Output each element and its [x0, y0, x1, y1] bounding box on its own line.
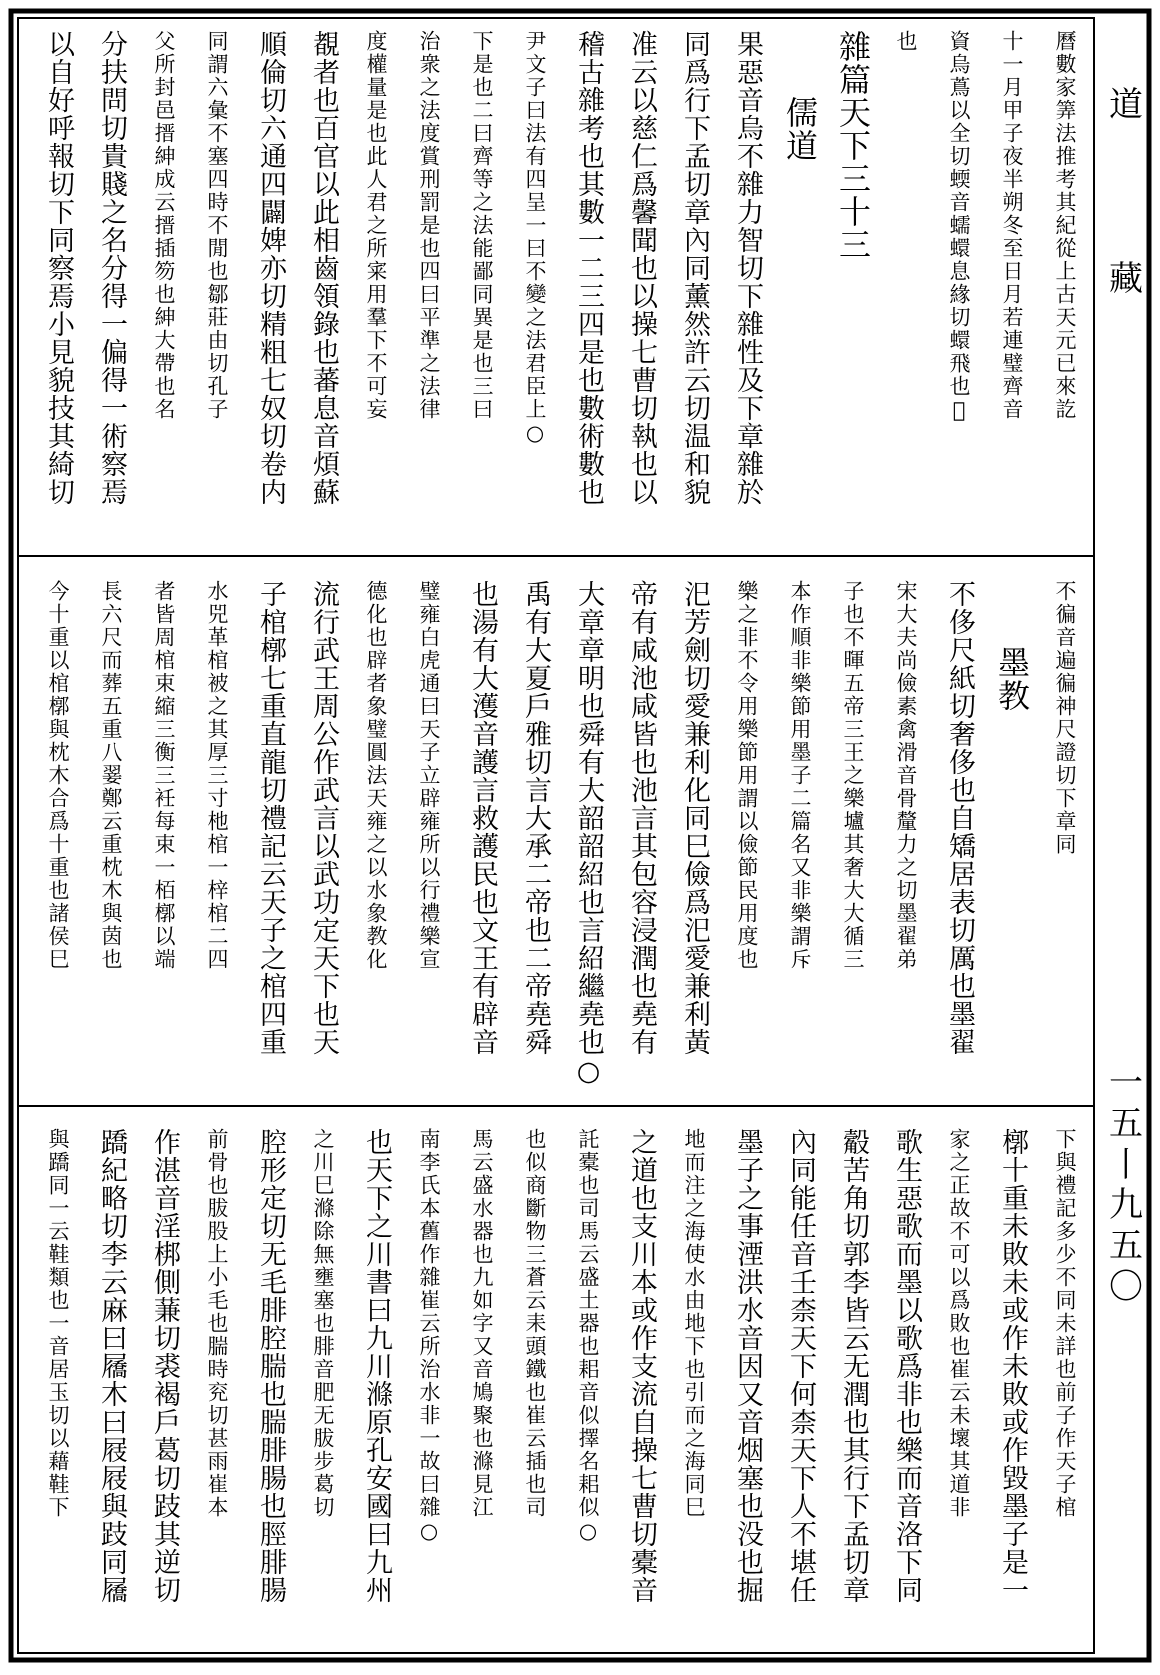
text-column: 也 — [894, 30, 918, 53]
text-column: 歌生惡歌而墨以歌爲非也樂而音洛下同 — [891, 1128, 922, 1604]
page-frame — [8, 8, 1152, 1663]
text-column: 也天下之川書曰九川滌原孔安國曰九州 — [361, 1128, 392, 1604]
margin-title-char: 藏 — [1109, 259, 1143, 299]
text-column: 十一月甲子夜半朔冬至日月若連璧齊音 — [1000, 30, 1024, 421]
text-column: 下是也二曰齊等之法能鄙同異是也三曰 — [470, 30, 494, 421]
section-heading: 儒道 — [781, 30, 819, 162]
text-column: 也似商斷物三蒼云耒頭鐵也崔云插也司 — [523, 1128, 547, 1519]
text-column: 地而注之海使水由地下也引而之海同巳 — [682, 1128, 706, 1519]
text-column: 家之正故不可以爲敗也崔云未壞其道非 — [947, 1128, 971, 1519]
section-heading: 雜篇天下三十三 — [834, 30, 872, 261]
margin-title-char: 道 — [1109, 85, 1143, 125]
margin-title-gap — [1106, 122, 1146, 262]
text-column: 德化也辟者象璧圓法天雍之以水象教化 — [364, 580, 388, 971]
text-column: 順倫切六通四闢婢亦切精粗七奴切卷内 — [255, 30, 286, 506]
text-panel-top — [22, 24, 1086, 554]
page-number-char: 丨 — [1109, 1144, 1143, 1185]
text-column: 治衆之法度賞刑罰是也四曰平準之法律 — [417, 30, 441, 421]
text-column: 前骨也胈股上小毛也腨時兖切甚雨崔本 — [205, 1128, 229, 1519]
text-column: 本作順非樂節用墨子二篇名又非樂謂斥 — [788, 580, 812, 971]
section-heading: 墨教 — [993, 580, 1031, 712]
text-column: 曆數家筭法推考其紀從上古天元已來訖 — [1053, 30, 1077, 421]
text-column: 腔形定切无毛腓腔腨也腨腓腸也脛腓腸 — [255, 1128, 286, 1604]
text-column: 流行武王周公作武言以武功定天下也天 — [308, 580, 339, 1056]
page-number — [1106, 1063, 1146, 1308]
text-column: 同謂六𢑥不塞四時不閒也鄒莊由切孔子 — [205, 30, 229, 421]
text-column: 內同能任音壬柰天下何柰天下人不堪任 — [785, 1128, 816, 1604]
text-column: 大章章明也舜有大韶韶紹也言紹繼堯也○ — [573, 580, 604, 1088]
page-number-char: 〇 — [1109, 1266, 1143, 1307]
text-column: 下與禮記多少不同未詳也前子作天子棺 — [1053, 1128, 1077, 1519]
text-column: 父所封邑搢紳成云搢插笏也紳大帶也名 — [152, 30, 176, 421]
text-panel-middle — [22, 574, 1086, 1102]
text-column: 禹有大夏戶雅切言大承二帝也二帝堯舜 — [520, 580, 551, 1056]
text-column: 資烏蔦以全切蝡音蠕蠉息緣切蠉飛也𧔧 — [947, 30, 971, 424]
text-column: 託橐也司馬云盛土器也耜音似擇名耜似○ — [576, 1128, 600, 1545]
text-column: 不侈尺紙切奢侈也自矯居表切厲也墨翟 — [944, 580, 975, 1056]
page-number-char: 一 — [1109, 1063, 1143, 1103]
text-column: 槨十重未敗未或作未敗或作毀墨子是一 — [997, 1128, 1028, 1604]
text-column: 分扶問切貴賤之名分得一偏得一術察焉 — [96, 30, 127, 506]
text-column: 准云以慈仁爲馨聞也以操七曹切執也以 — [626, 30, 657, 506]
text-column: 稽古雜考也其數一二三四是也數術數也 — [573, 30, 604, 506]
text-column: 觳苦角切郭李皆云无潤也其行下孟切章 — [838, 1128, 869, 1604]
text-column: 也湯有大濩音護言救護民也文王有辟音 — [467, 580, 498, 1056]
text-column: 覩者也百官以此相齒領錄也蕃息音煩蘇 — [308, 30, 339, 506]
text-column: 以自好呼報切下同察焉小見貌技其綺切 — [43, 30, 74, 506]
page-number-char: 五 — [1109, 1103, 1143, 1144]
text-column: 汜芳劍切愛兼利化同巳儉爲汜愛兼利黃 — [679, 580, 710, 1056]
page-number-char: 五 — [1109, 1226, 1143, 1267]
page-number-char: 九 — [1109, 1185, 1143, 1226]
text-column: 之道也支川本或作支流自操七曹切橐音 — [626, 1128, 657, 1604]
text-column: 墨子之事湮洪水音因又音烟塞也没也掘 — [732, 1128, 763, 1604]
margin-title — [1106, 85, 1146, 299]
text-column: 宋大夫尚儉素禽滑音骨釐力之切墨翟弟 — [894, 580, 918, 971]
text-column: 尹文子曰法有四呈一曰不變之法君臣上○ — [523, 30, 547, 447]
text-column: 之川巳滌除無壅塞也腓音肥无胈步葛切 — [311, 1128, 335, 1519]
text-column: 帝有咸池咸皆也池言其包容浸潤也堯有 — [626, 580, 657, 1056]
text-column: 樂之非不令用樂節用謂以儉節民用度也 — [735, 580, 759, 971]
text-column: 同爲行下孟切章內同薰然許云切温和貌 — [679, 30, 710, 506]
text-column: 蹻紀略切李云麻曰屩木曰屐屐與跂同屩 — [96, 1128, 127, 1604]
text-column: 水兕革棺被之其厚三寸杝棺一梓棺二四 — [205, 580, 229, 971]
text-column: 長六尺而葬五重八翣鄭云重枕木與茵也 — [99, 580, 123, 971]
text-column: 不徧音遍徧神尺證切下章同 — [1053, 580, 1077, 856]
text-column: 今十重以棺槨與枕木合爲十重也諸侯巳 — [46, 580, 70, 971]
text-column: 子也不暉五帝三王之樂壚其奢大大循三 — [841, 580, 865, 971]
text-column: 度權量是也此人君之所宷用羣下不可妄 — [364, 30, 388, 421]
text-column: 果惡音烏不雜力智切下雜性及下章雜於 — [732, 30, 763, 506]
text-column: 南李氏本舊作雜崔云所治水非一故曰雜○ — [417, 1128, 441, 1545]
text-column: 者皆周棺束縮三衡三衽每束一栢槨以端 — [152, 580, 176, 971]
text-panel-bottom — [22, 1122, 1086, 1647]
text-column: 作湛音淫梆側蒹切裘褐戶葛切跂其逆切 — [149, 1128, 180, 1604]
text-column: 璧雍白虎通曰天子立辟雍所以行禮樂宣 — [417, 580, 441, 971]
text-column: 馬云盛水器也九如字又音鳩聚也滌見江 — [470, 1128, 494, 1519]
text-column: 與蹻同一云鞋類也一音居玉切以藉鞋下 — [46, 1128, 70, 1519]
text-column: 子棺槨七重直龍切禮記云天子之棺四重 — [255, 580, 286, 1056]
